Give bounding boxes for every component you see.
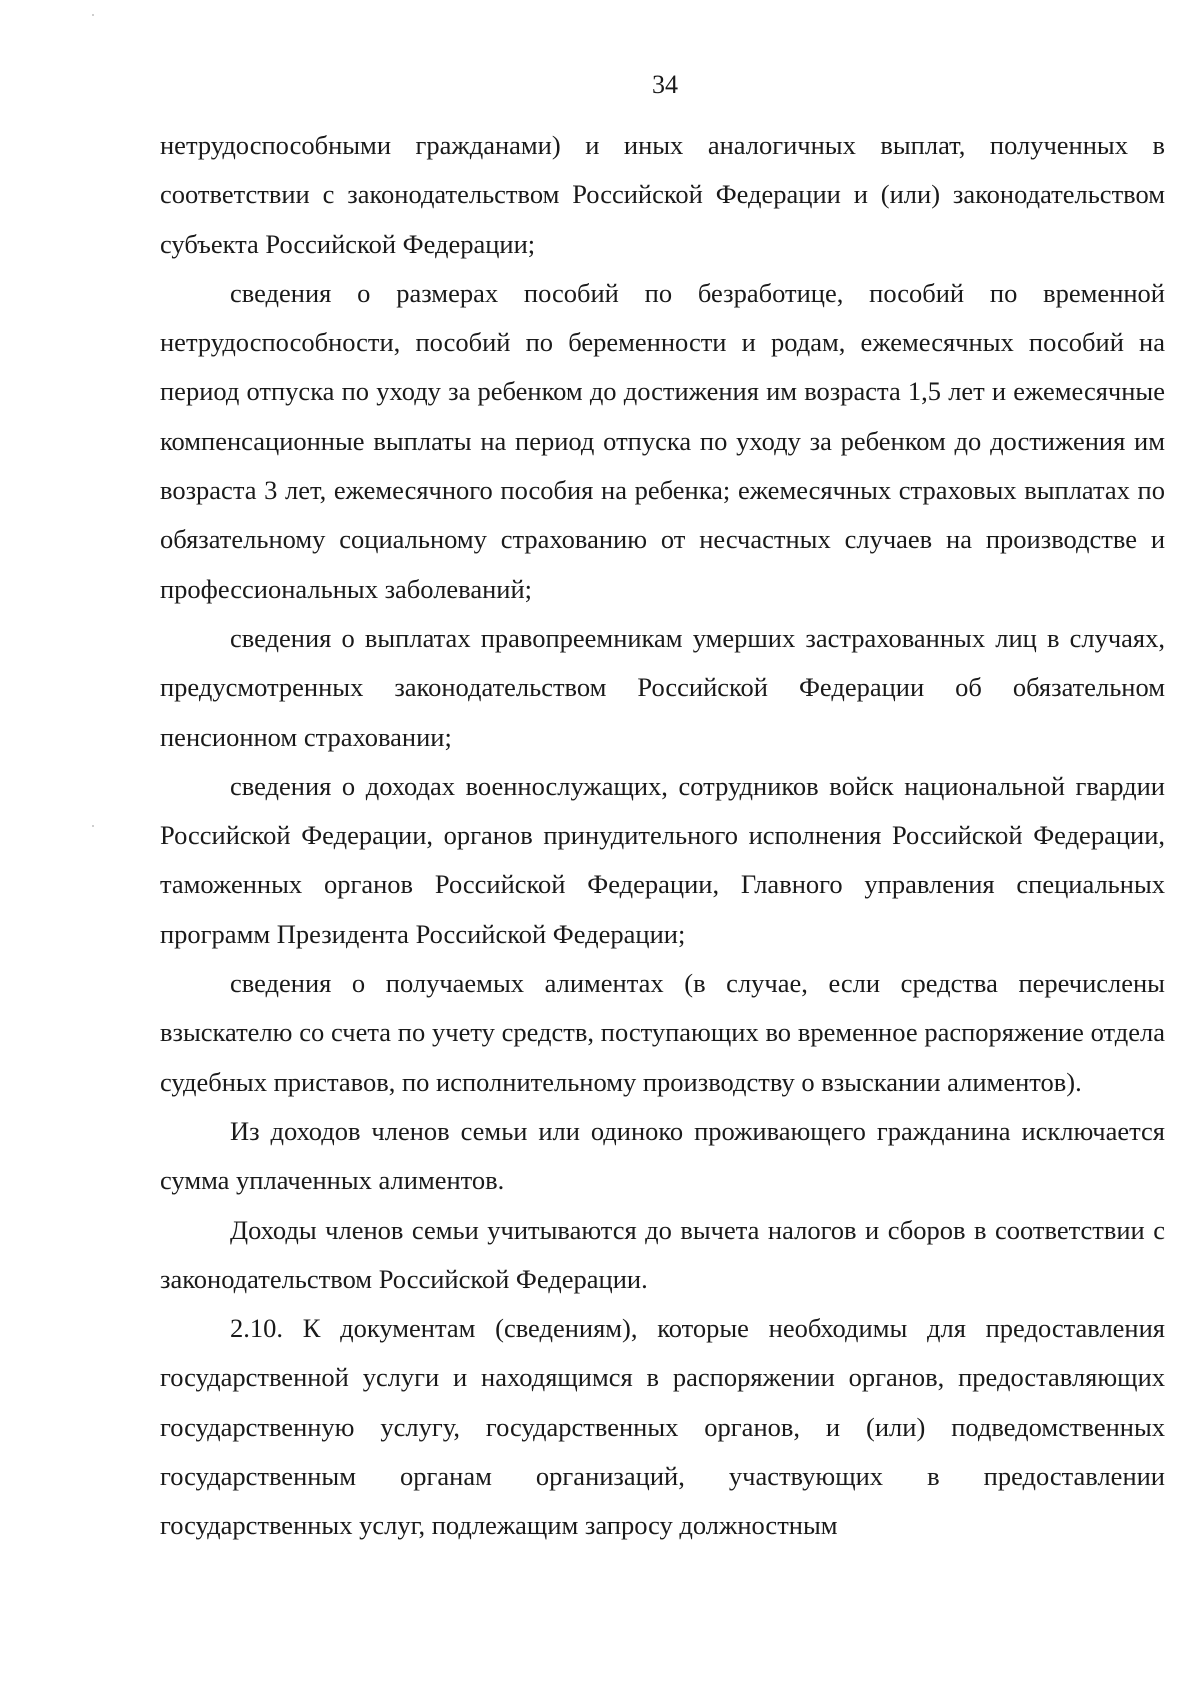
- paragraph-section-2-10: 2.10. К документам (сведениям), которые необходимы для предоставления государственной услуги и находящимся в распоряжении органов, предоставляющих государственную услугу, государственных органов, и (или) подведомственных государственным органам организаций, участвующих в предоставлении государственных услуг, подлежащим запросу должностным: [160, 1313, 1165, 1541]
- paragraph-military-income: сведения о доходах военнослужащих, сотрудников войск национальной гвардии Российской Федерации, органов принудительного исполнения Российской Федерации, таможенных органов Российской Федерации, Главного управления специальных программ Президента Российской Федерации;: [160, 770, 1165, 949]
- scan-speck: [92, 825, 94, 827]
- paragraph-continuation: нетрудоспособными гражданами) и иных аналогичных выплат, полученных в соответствии с законодательством Российской Федерации и (или) законодательством субъекта Российской Федерации;: [160, 130, 1165, 259]
- paragraph-alimony-excluded: Из доходов членов семьи или одиноко проживающего гражданина исключается сумма уплаченных алиментов.: [160, 1115, 1165, 1196]
- paragraph-successor-payments: сведения о выплатах правопреемникам умерших застрахованных лиц в случаях, предусмотренных законодательством Российской Федерации об обязательном пенсионном страховании;: [160, 622, 1165, 752]
- document-body: [160, 121, 1165, 1551]
- paragraph-alimony-received: сведения о получаемых алиментах (в случае, если средства перечислены взыскателю со счета по учету средств, поступающих во временное распоряжение отдела судебных приставов, по исполнительному производству о взыскании алиментов).: [160, 968, 1165, 1097]
- page-number: 34: [652, 70, 678, 99]
- paragraph-income-before-taxes: Доходы членов семьи учитываются до вычета налогов и сборов в соответствии с законодательством Российской Федерации.: [160, 1214, 1165, 1294]
- paragraph-benefits-info: сведения о размерах пособий по безработице, пособий по временной нетрудоспособности, пособий по беременности и родам, ежемесячных пособий на период отпуска по уходу за ребенком до достижения им возраста 1,5 лет и ежемесячные компенсационные выплаты на период отпуска по уходу за ребенком до достижения им возраста 3 лет, ежемесячного пособия на ребенка; ежемесячных страховых выплатах по обязательному социальному страхованию от несчастных случаев на производстве и профессиональных заболеваний;: [160, 277, 1165, 604]
- scan-speck: [92, 14, 94, 16]
